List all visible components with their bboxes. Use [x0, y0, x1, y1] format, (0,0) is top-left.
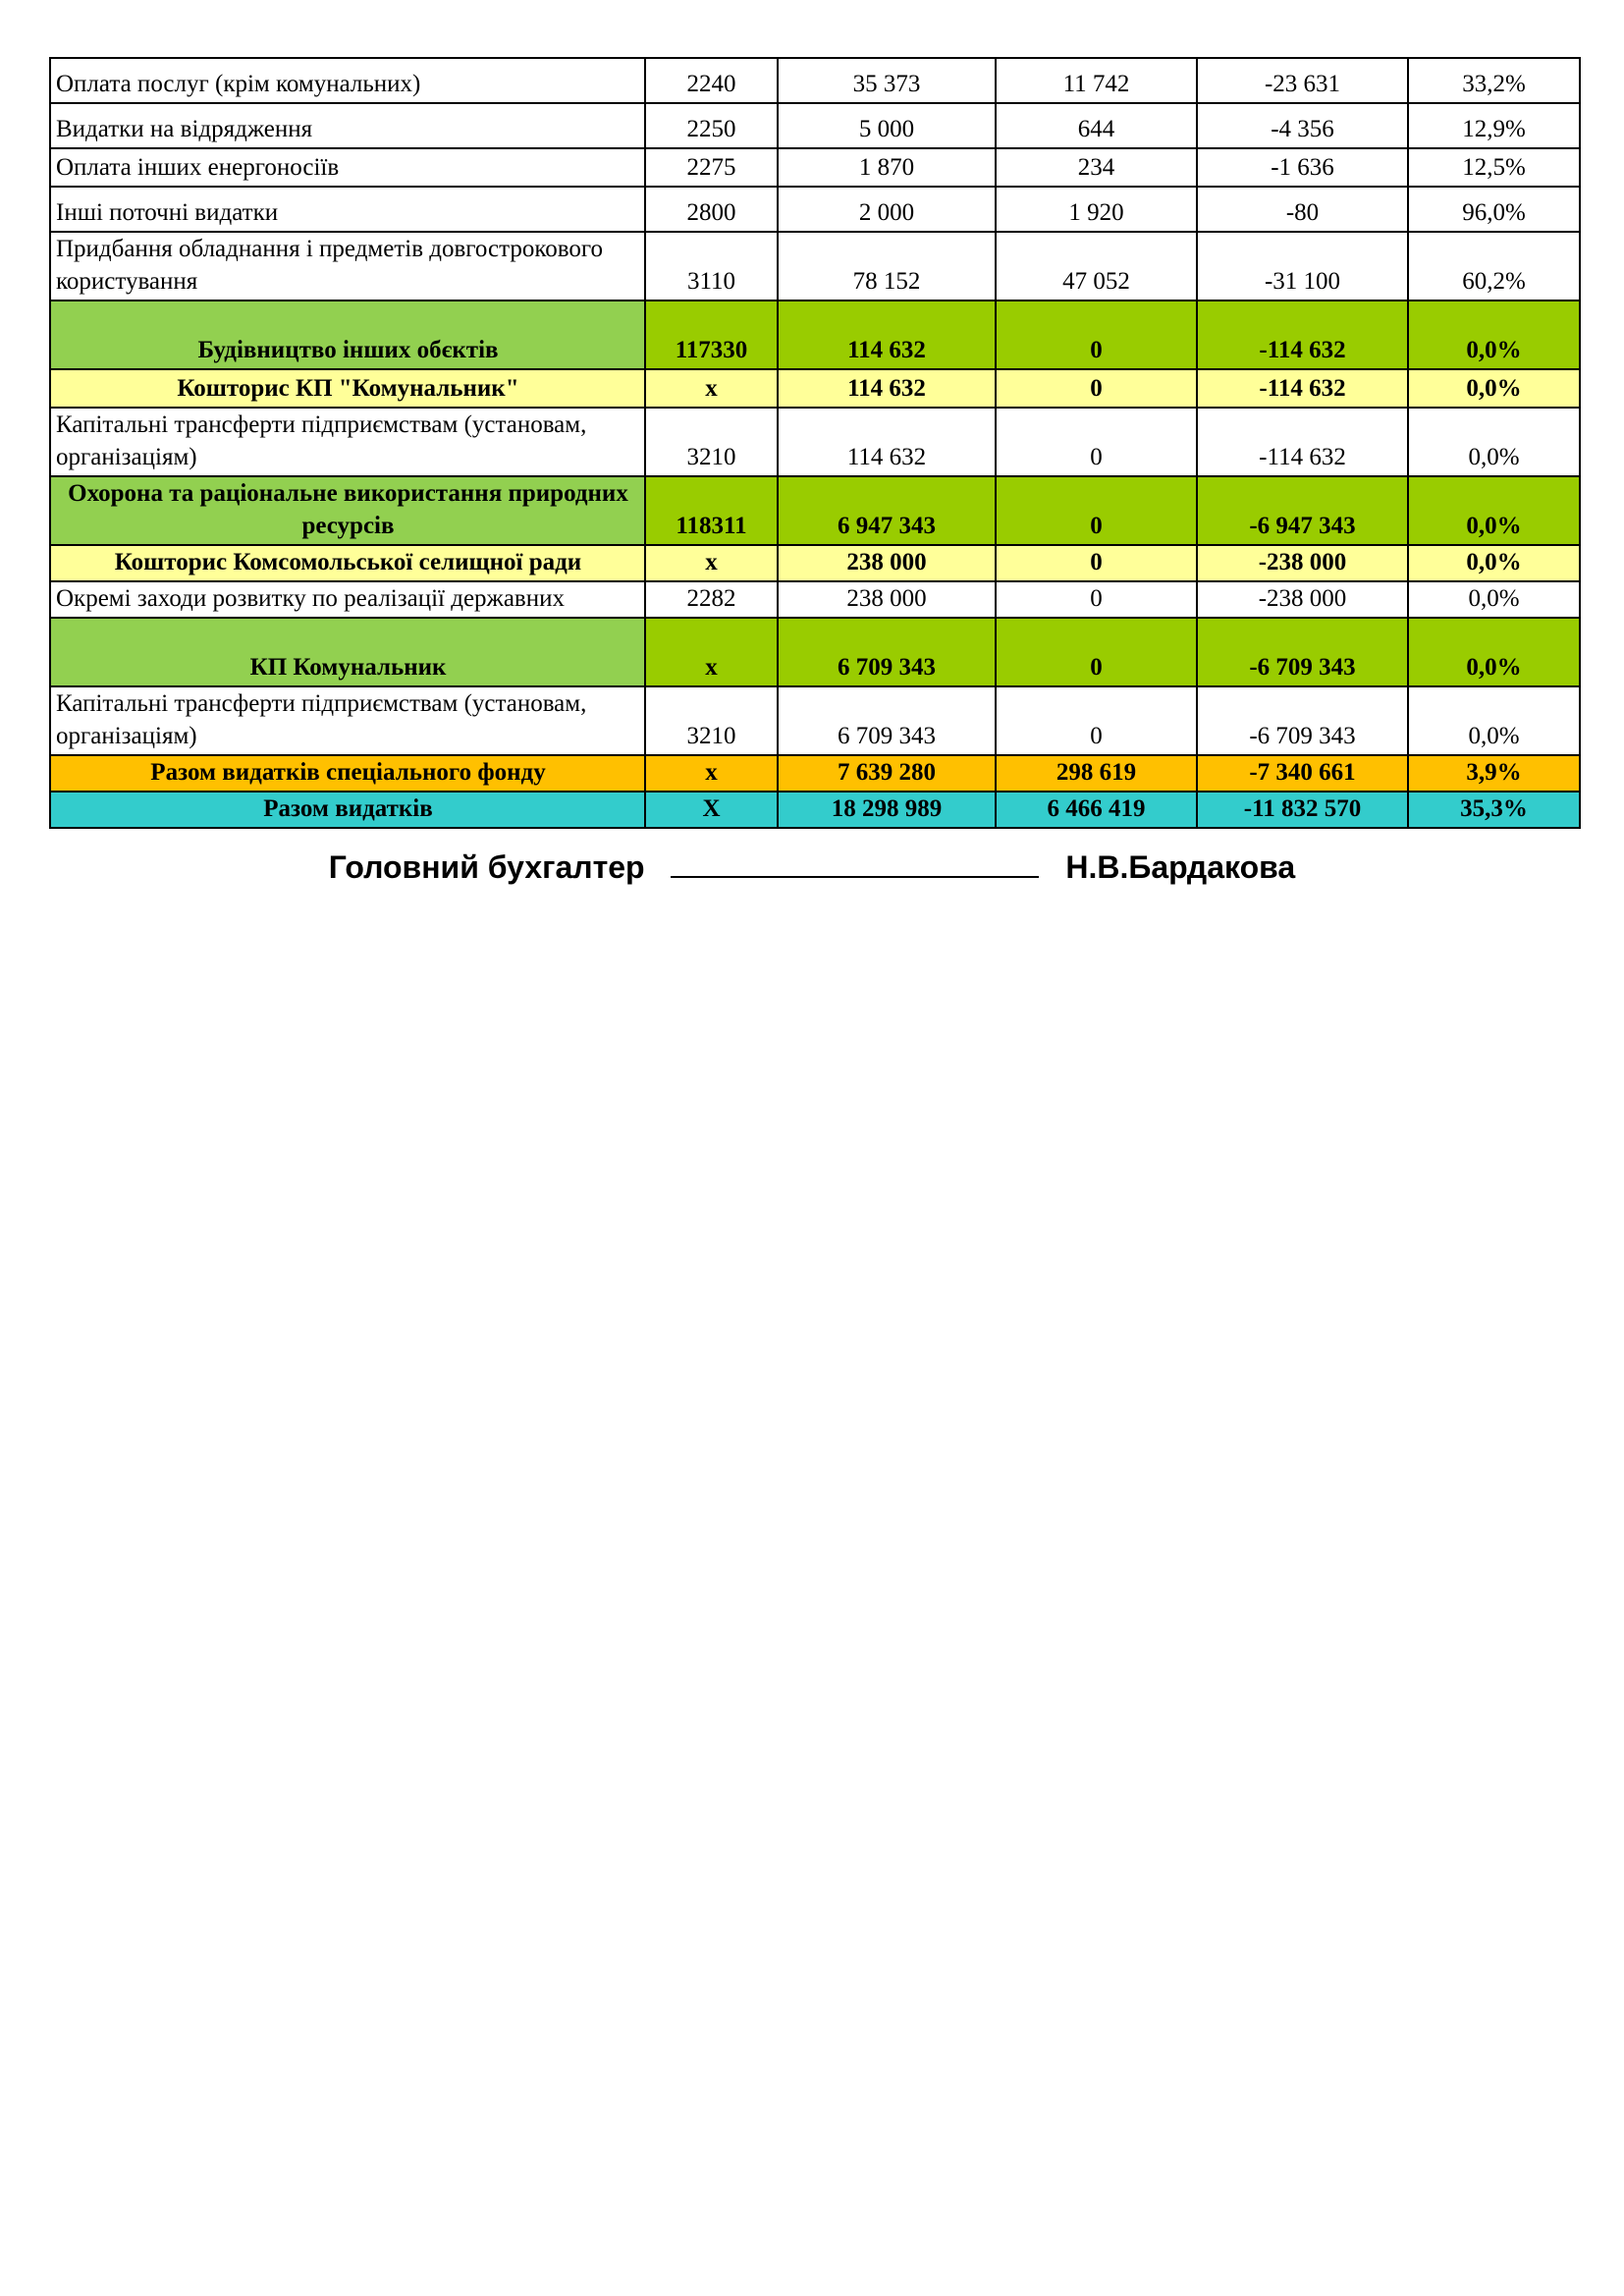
cell-percent: 96,0% [1408, 187, 1580, 232]
cell-code: 117330 [645, 301, 778, 369]
cell-code: Х [645, 792, 778, 828]
cell-plan: 2 000 [778, 187, 996, 232]
cell-actual: 11 742 [996, 58, 1197, 103]
cell-plan: 5 000 [778, 103, 996, 148]
table-row [50, 755, 1580, 792]
cell-code: 2282 [645, 581, 778, 618]
cell-plan: 6 947 343 [778, 476, 996, 545]
cell-percent: 0,0% [1408, 476, 1580, 545]
cell-percent: 0,0% [1408, 369, 1580, 408]
table-row [50, 301, 1580, 369]
cell-actual: 6 466 419 [996, 792, 1197, 828]
cell-plan: 6 709 343 [778, 686, 996, 755]
cell-code: 3210 [645, 408, 778, 476]
cell-percent: 0,0% [1408, 618, 1580, 686]
cell-percent: 0,0% [1408, 545, 1580, 581]
cell-deviation: -31 100 [1197, 232, 1408, 301]
cell-percent: 35,3% [1408, 792, 1580, 828]
table-row [50, 232, 1580, 301]
cell-plan: 238 000 [778, 545, 996, 581]
cell-name: Охорона та раціональне використання природних ресурсів [50, 476, 645, 545]
cell-name: Капітальні трансферти підприємствам (установам, організаціям) [50, 686, 645, 755]
cell-deviation: -11 832 570 [1197, 792, 1408, 828]
cell-actual: 234 [996, 148, 1197, 187]
cell-percent: 0,0% [1408, 686, 1580, 755]
budget-table [49, 57, 1581, 829]
cell-code: 118311 [645, 476, 778, 545]
cell-deviation: -238 000 [1197, 581, 1408, 618]
cell-name: Кошторис КП "Комунальник" [50, 369, 645, 408]
cell-name: Оплата інших енергоносіїв [50, 148, 645, 187]
cell-plan: 114 632 [778, 408, 996, 476]
cell-plan: 238 000 [778, 581, 996, 618]
signature-title: Головний бухгалтер [328, 849, 645, 885]
cell-percent: 0,0% [1408, 301, 1580, 369]
cell-actual: 0 [996, 686, 1197, 755]
table-body [50, 58, 1580, 828]
cell-name: Видатки на відрядження [50, 103, 645, 148]
cell-plan: 7 639 280 [778, 755, 996, 792]
cell-actual: 298 619 [996, 755, 1197, 792]
cell-deviation: -6 947 343 [1197, 476, 1408, 545]
cell-actual: 0 [996, 476, 1197, 545]
cell-percent: 12,9% [1408, 103, 1580, 148]
cell-name: Разом видатків спеціального фонду [50, 755, 645, 792]
cell-code: х [645, 755, 778, 792]
cell-actual: 0 [996, 369, 1197, 408]
signature-line [671, 847, 1039, 878]
table-row [50, 369, 1580, 408]
table-row [50, 148, 1580, 187]
table-row [50, 476, 1580, 545]
cell-plan: 114 632 [778, 301, 996, 369]
cell-code: х [645, 369, 778, 408]
signature-block [0, 847, 1624, 887]
cell-percent: 12,5% [1408, 148, 1580, 187]
cell-percent: 60,2% [1408, 232, 1580, 301]
cell-actual: 0 [996, 545, 1197, 581]
cell-deviation: -6 709 343 [1197, 618, 1408, 686]
cell-actual: 47 052 [996, 232, 1197, 301]
cell-name: КП Комунальник [50, 618, 645, 686]
cell-code: 2240 [645, 58, 778, 103]
cell-name: Окремі заходи розвитку по реалізації державних [50, 581, 645, 618]
cell-actual: 0 [996, 408, 1197, 476]
cell-plan: 78 152 [778, 232, 996, 301]
cell-deviation: -238 000 [1197, 545, 1408, 581]
cell-deviation: -114 632 [1197, 369, 1408, 408]
cell-percent: 3,9% [1408, 755, 1580, 792]
cell-name: Оплата послуг (крім комунальних) [50, 58, 645, 103]
cell-deviation: -23 631 [1197, 58, 1408, 103]
cell-percent: 33,2% [1408, 58, 1580, 103]
cell-code: 2800 [645, 187, 778, 232]
cell-plan: 18 298 989 [778, 792, 996, 828]
cell-code: 2275 [645, 148, 778, 187]
cell-deviation: -114 632 [1197, 301, 1408, 369]
cell-name: Інші поточні видатки [50, 187, 645, 232]
cell-deviation: -4 356 [1197, 103, 1408, 148]
cell-plan: 6 709 343 [778, 618, 996, 686]
cell-deviation: -1 636 [1197, 148, 1408, 187]
table-row [50, 187, 1580, 232]
cell-plan: 1 870 [778, 148, 996, 187]
cell-actual: 0 [996, 301, 1197, 369]
cell-code: 2250 [645, 103, 778, 148]
cell-percent: 0,0% [1408, 581, 1580, 618]
table-row [50, 581, 1580, 618]
cell-name: Капітальні трансферти підприємствам (установам, організаціям) [50, 408, 645, 476]
table-row [50, 408, 1580, 476]
cell-actual: 644 [996, 103, 1197, 148]
cell-plan: 114 632 [778, 369, 996, 408]
cell-code: 3210 [645, 686, 778, 755]
table-row [50, 58, 1580, 103]
cell-deviation: -6 709 343 [1197, 686, 1408, 755]
cell-name: Придбання обладнання і предметів довгострокового користування [50, 232, 645, 301]
cell-code: х [645, 545, 778, 581]
signature-person: Н.В.Бардакова [1065, 849, 1296, 885]
cell-code: 3110 [645, 232, 778, 301]
cell-deviation: -7 340 661 [1197, 755, 1408, 792]
cell-actual: 1 920 [996, 187, 1197, 232]
table-row [50, 792, 1580, 828]
cell-actual: 0 [996, 581, 1197, 618]
cell-plan: 35 373 [778, 58, 996, 103]
table-row [50, 686, 1580, 755]
table-row [50, 103, 1580, 148]
cell-name: Разом видатків [50, 792, 645, 828]
cell-name: Кошторис Комсомольської селищної ради [50, 545, 645, 581]
table-row [50, 545, 1580, 581]
cell-actual: 0 [996, 618, 1197, 686]
cell-code: х [645, 618, 778, 686]
table-row [50, 618, 1580, 686]
cell-percent: 0,0% [1408, 408, 1580, 476]
cell-deviation: -80 [1197, 187, 1408, 232]
cell-name: Будівництво інших обєктів [50, 301, 645, 369]
cell-deviation: -114 632 [1197, 408, 1408, 476]
